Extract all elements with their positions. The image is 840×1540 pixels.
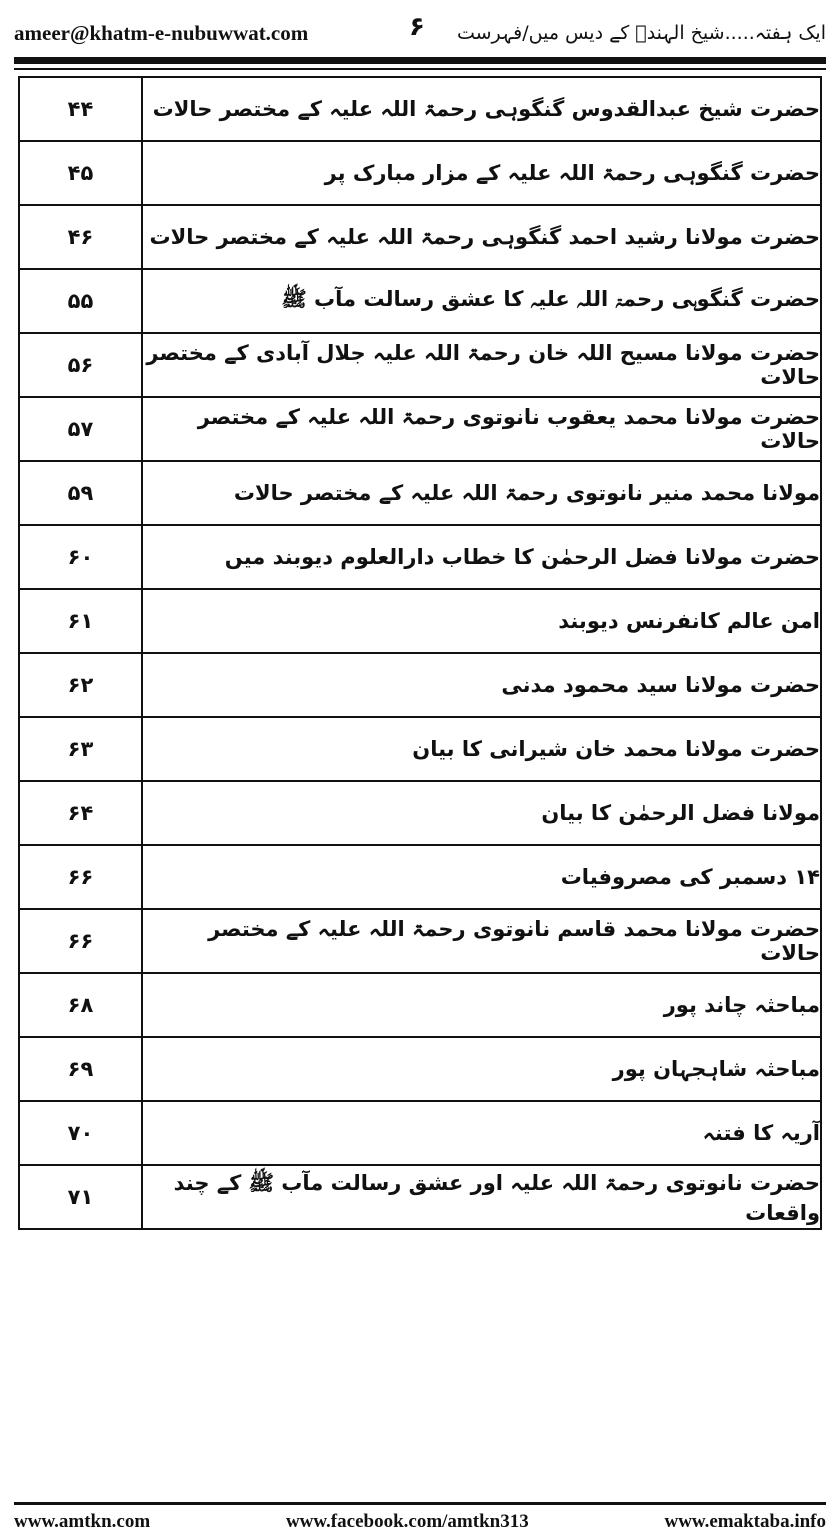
table-row (19, 205, 821, 269)
toc-title: حضرت مولانا محمد خان شیرانی کا بیان (142, 717, 821, 781)
toc-title: مولانا محمد منیر نانوتوی رحمۃ اللہ علیہ کے مختصر حالات (142, 461, 821, 525)
toc-title: حضرت مولانا فضل الرحمٰن کا خطاب دارالعلوم دیوبند میں (142, 525, 821, 589)
toc-title: حضرت مولانا محمد یعقوب نانوتوی رحمۃ اللہ علیہ کے مختصر حالات (142, 397, 821, 461)
table-row (19, 909, 821, 973)
table-row (19, 461, 821, 525)
toc-title: آریہ کا فتنہ (142, 1101, 821, 1165)
toc-page: ۶۳ (19, 717, 142, 781)
toc-title: مباحثہ چاند پور (142, 973, 821, 1037)
page-footer (14, 1508, 826, 1536)
toc-page: ۴۶ (19, 205, 142, 269)
toc-page: ۷۰ (19, 1101, 142, 1165)
toc-page: ۴۵ (19, 141, 142, 205)
table-row (19, 269, 821, 333)
table-row (19, 781, 821, 845)
toc-title: حضرت گنگوہی رحمۃ اللہ علیہ کے مزار مبارک پر (142, 141, 821, 205)
toc-page: ۶۶ (19, 909, 142, 973)
page-number: ۶ (409, 12, 425, 42)
footer-link-facebook: www.facebook.com/amtkn313 (285, 1511, 529, 1532)
header-rule-thick (14, 57, 826, 64)
toc-title: حضرت شیخ عبدالقدوس گنگوہی رحمۃ اللہ علیہ کے مختصر حالات (142, 77, 821, 141)
page-header (14, 14, 826, 52)
header-email: ameer@khatm-e-nubuwwat.com (14, 20, 309, 45)
toc-title: حضرت مولانا محمد قاسم نانوتوی رحمۃ اللہ علیہ کے مختصر حالات (142, 909, 821, 973)
table-row (19, 1165, 821, 1229)
toc-title: حضرت گنگوہی رحمۃ اللہ علیہ کا عشق رسالت مآب ﷺ (142, 269, 821, 333)
toc-page: ۵۶ (19, 333, 142, 397)
table-row (19, 77, 821, 141)
toc-page: ۶۶ (19, 845, 142, 909)
table-row (19, 653, 821, 717)
book-title: ایک ہفتہ.....شیخ الہندؒ کے دیس میں/فہرست (456, 22, 826, 44)
footer-link-amtkn: www.amtkn.com (14, 1511, 151, 1532)
toc-title: مباحثہ شاہجہان پور (142, 1037, 821, 1101)
table-row (19, 397, 821, 461)
toc-page: ۷۱ (19, 1165, 142, 1229)
toc-title: حضرت نانوتوی رحمۃ اللہ علیہ اور عشق رسالت مآب ﷺ کے چند واقعات (142, 1165, 821, 1229)
toc-page: ۶۴ (19, 781, 142, 845)
toc-page: ۶۲ (19, 653, 142, 717)
toc-title: حضرت مولانا مسیح اللہ خان رحمۃ اللہ علیہ جلال آبادی کے مختصر حالات (142, 333, 821, 397)
table-of-contents (18, 76, 822, 1230)
table-row (19, 333, 821, 397)
table-row (19, 1037, 821, 1101)
toc-page: ۶۸ (19, 973, 142, 1037)
table-row (19, 845, 821, 909)
toc-title: حضرت مولانا رشید احمد گنگوہی رحمۃ اللہ علیہ کے مختصر حالات (142, 205, 821, 269)
toc-page: ۶۹ (19, 1037, 142, 1101)
table-row (19, 717, 821, 781)
toc-page: ۵۵ (19, 269, 142, 333)
table-row (19, 141, 821, 205)
toc-page: ۶۰ (19, 525, 142, 589)
header-rule-thin (14, 68, 826, 70)
footer-rule (14, 1502, 826, 1505)
footer-link-emaktaba: www.emaktaba.info (664, 1511, 826, 1532)
toc-page: ۶۱ (19, 589, 142, 653)
toc-title: حضرت مولانا سید محمود مدنی (142, 653, 821, 717)
toc-page: ۵۷ (19, 397, 142, 461)
toc-title: مولانا فضل الرحمٰن کا بیان (142, 781, 821, 845)
table-row (19, 525, 821, 589)
table-row (19, 973, 821, 1037)
table-row (19, 589, 821, 653)
toc-page: ۴۴ (19, 77, 142, 141)
toc-page: ۵۹ (19, 461, 142, 525)
toc-title: ۱۴ دسمبر کی مصروفیات (142, 845, 821, 909)
table-row (19, 1101, 821, 1165)
toc-title: امن عالم کانفرنس دیوبند (142, 589, 821, 653)
